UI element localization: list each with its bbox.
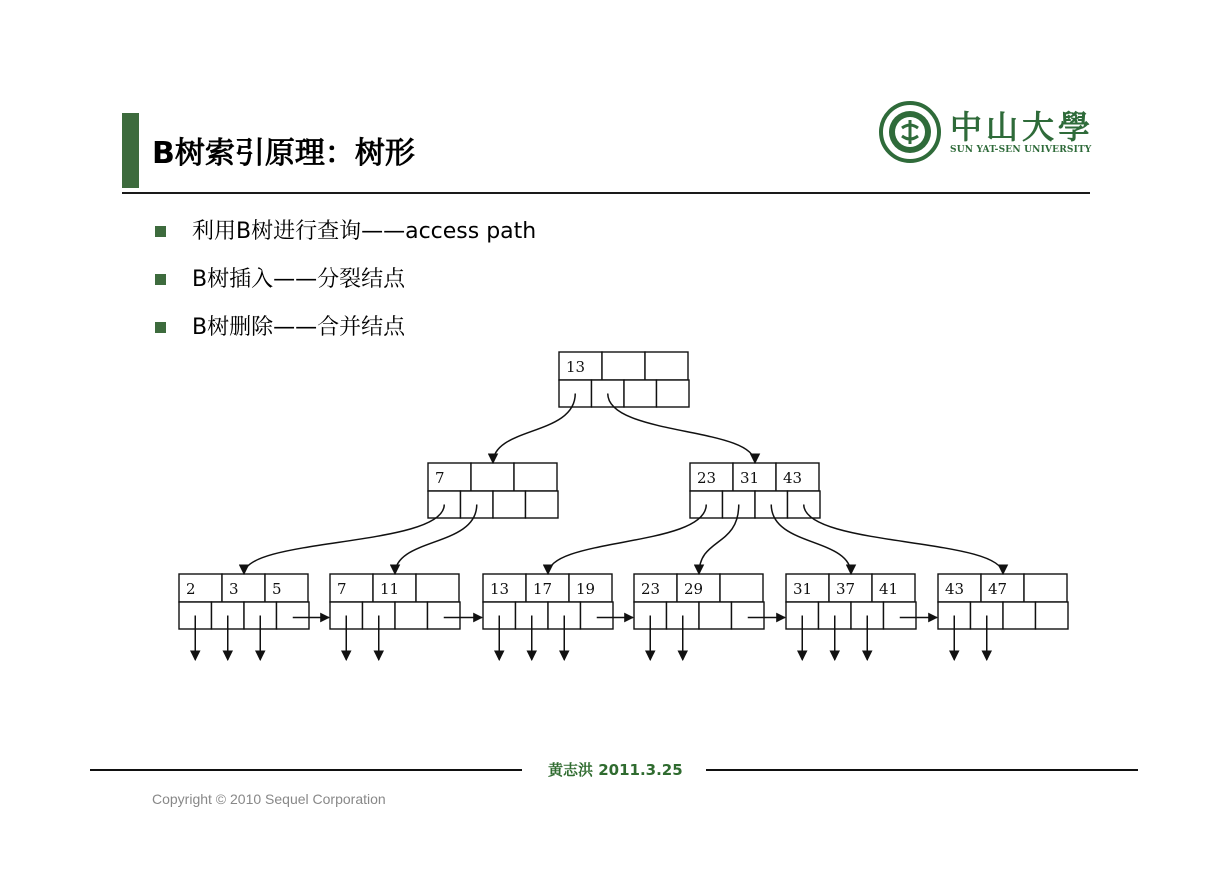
- key-value: 29: [684, 580, 704, 598]
- leaf-node: [786, 574, 916, 629]
- key-value: 41: [879, 580, 899, 598]
- internal-node: [690, 463, 820, 518]
- pointer-cell: [699, 602, 732, 629]
- pointer-cell: [428, 602, 461, 629]
- key-value: 19: [576, 580, 596, 598]
- key-value: 5: [272, 580, 282, 598]
- pointer-cell: [395, 602, 428, 629]
- internal-node: [428, 463, 558, 518]
- key-value: 31: [740, 469, 760, 487]
- pointer-cell: [884, 602, 917, 629]
- internal-child-arrow: [548, 505, 706, 575]
- key-cell: [514, 463, 557, 491]
- key-value: 11: [380, 580, 400, 598]
- key-value: 3: [229, 580, 239, 598]
- logo-chinese-name: 中山大學: [950, 108, 1095, 146]
- key-value: 47: [988, 580, 1008, 598]
- key-cell: [602, 352, 645, 380]
- footer-rule-right: [706, 769, 1138, 771]
- pointer-cell: [657, 380, 690, 407]
- leaf-node: [179, 574, 309, 629]
- page-title: B树索引原理：树形: [152, 136, 415, 171]
- pointer-cell: [493, 491, 526, 518]
- key-value: 43: [945, 580, 965, 598]
- key-value: 7: [337, 580, 347, 598]
- key-value: 17: [533, 580, 553, 598]
- footer-rule-left: [90, 769, 522, 771]
- key-value: 13: [490, 580, 510, 598]
- copyright-text: Copyright © 2010 Sequel Corporation: [152, 791, 386, 807]
- leaf-node: [938, 574, 1068, 629]
- key-cell: [1024, 574, 1067, 602]
- key-value: 37: [836, 580, 856, 598]
- pointer-cell: [526, 491, 559, 518]
- key-cell: [416, 574, 459, 602]
- internal-child-arrow: [244, 505, 444, 575]
- key-value: 2: [186, 580, 196, 598]
- pointer-cell: [624, 380, 657, 407]
- key-cell: [471, 463, 514, 491]
- key-value: 43: [783, 469, 803, 487]
- key-value: 7: [435, 469, 445, 487]
- leaf-node: [330, 574, 460, 629]
- internal-child-arrow: [804, 505, 1003, 575]
- pointer-cell: [1003, 602, 1036, 629]
- pointer-cell: [277, 602, 310, 629]
- key-cell: [645, 352, 688, 380]
- key-value: 31: [793, 580, 813, 598]
- logo-english-name: SUN YAT-SEN UNIVERSITY: [950, 145, 1092, 155]
- pointer-cell: [732, 602, 765, 629]
- footer-author-date: 黄志洪 2011.3.25: [548, 761, 683, 779]
- leaf-node: [634, 574, 764, 629]
- key-value: 23: [697, 469, 717, 487]
- key-value: 13: [566, 358, 586, 376]
- pointer-cell: [581, 602, 614, 629]
- root-node: [559, 352, 689, 407]
- key-value: 23: [641, 580, 661, 598]
- pointer-cell: [1036, 602, 1069, 629]
- leaf-node: [483, 574, 613, 629]
- key-cell: [720, 574, 763, 602]
